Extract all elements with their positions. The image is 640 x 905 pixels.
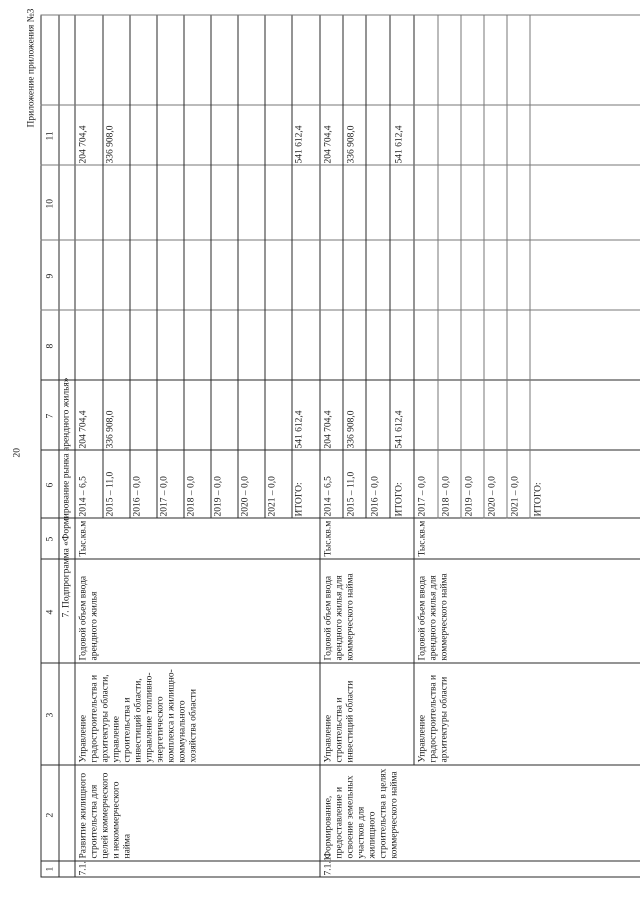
row-7-1-1-bottom-border — [413, 15, 414, 765]
col-5-left-border — [40, 558, 640, 559]
row-7-1-year-label: ИТОГО: — [294, 481, 304, 516]
row-7-1-1-year-divider — [365, 15, 366, 518]
row-7-1-1b-year-divider — [506, 15, 507, 518]
row-7-1-1-value-col-7: 541 612,4 — [394, 410, 404, 448]
row-7-1-value-col-7: 204 704,4 — [78, 410, 88, 448]
row-7-1-1-value-col-11: 336 908,0 — [346, 125, 356, 163]
row-7-1-1-value-col-11: 204 704,4 — [323, 125, 333, 163]
row-7-1-1b-year-label: 2020 – 0,0 — [487, 475, 497, 516]
row-7-1-1-year-label: 2016 – 0,0 — [370, 475, 380, 516]
row-7-1-value-col-11: 541 612,4 — [294, 125, 304, 163]
row-7-1-year-label: 2019 – 0,0 — [213, 475, 223, 516]
column-number-8: 8 — [45, 343, 55, 348]
row-7-1-1-year-divider — [389, 15, 390, 518]
column-number-3: 3 — [45, 712, 55, 717]
row-7-1-1b-year-label: ИТОГО: — [533, 481, 543, 516]
col-2-left-border — [40, 860, 640, 861]
row-7-1-value-col-7: 336 908,0 — [105, 410, 115, 448]
row-7-1-1b-year-label: 2021 – 0,0 — [510, 475, 520, 516]
row-7-1-indicator: Годовой объем ввода арендного жилья — [78, 575, 99, 660]
row-7-1-year-divider — [291, 15, 292, 518]
row-7-1-value-col-11: 336 908,0 — [105, 125, 115, 163]
row-7-1-1b-year-label: 2018 – 0,0 — [441, 475, 451, 516]
row-7-1-1-unit-2: Тыс.кв.м — [417, 520, 427, 556]
appendix-title: Приложение приложения №3 — [26, 8, 36, 127]
row-7-1-1b-year-divider — [460, 15, 461, 518]
column-number-11: 11 — [45, 130, 55, 140]
row-7-1-year-label: 2018 – 0,0 — [186, 475, 196, 516]
row-7-1-year-divider — [210, 15, 211, 518]
row-7-1-1b-year-divider — [483, 15, 484, 518]
row-7-1-year-divider — [129, 15, 130, 518]
row-7-1-1-unit: Тыс.кв.м — [323, 520, 333, 556]
row-7-1-value-col-7: 541 612,4 — [294, 410, 304, 448]
table-top-border — [40, 15, 41, 877]
row-7-1-1b-year-divider — [437, 15, 438, 518]
row-7-1-1-value-col-7: 204 704,4 — [323, 410, 333, 448]
row-7-1-1-year-label: 2015 – 11,0 — [346, 471, 356, 516]
column-number-7: 7 — [45, 413, 55, 418]
column-number-9: 9 — [45, 273, 55, 278]
row-7-1-1-year-label: 2014 – 6,5 — [323, 475, 333, 516]
row-7-1-year-divider — [183, 15, 184, 518]
row-7-1-1-executor: Управление строительства и инвестиций области — [323, 680, 355, 762]
row-7-1-year-divider — [264, 15, 265, 518]
row-7-1-value-col-11: 204 704,4 — [78, 125, 88, 163]
row-7-1-1-number: 7.1.1. — [323, 853, 333, 875]
row-7-1-1b-year-label: 2017 – 0,0 — [417, 475, 427, 516]
row-7-1-year-divider — [102, 15, 103, 518]
column-number-4: 4 — [45, 609, 55, 614]
column-number-2: 2 — [45, 812, 55, 817]
col-4-left-border — [40, 662, 640, 663]
row-7-1-1-year-divider — [342, 15, 343, 518]
row-7-1-year-label: 2021 – 0,0 — [267, 475, 277, 516]
col-3-left-border — [40, 764, 640, 765]
row-7-1-1b-year-label: 2019 – 0,0 — [464, 475, 474, 516]
row-7-1-1b-year-divider — [529, 15, 530, 518]
row-7-1-1-executor-2: Управление градостроительства и архитектуры области — [417, 674, 449, 762]
row-7-1-unit: Тыс.кв.м — [78, 520, 88, 556]
row-7-1-1-indicator-2: Годовой объем ввода арендного жилья для коммерческого найма — [417, 572, 449, 660]
subprogram-bottom-border — [74, 15, 75, 877]
row-7-1-number: 7.1. — [78, 860, 88, 875]
row-7-1-year-label: 2016 – 0,0 — [132, 475, 142, 516]
col-1-left-border — [40, 876, 640, 877]
row-7-1-1-indicator: Годовой объем ввода арендного жилья для коммерческого найма — [323, 572, 355, 660]
row-7-1-bottom-border — [319, 15, 320, 877]
row-7-1-year-label: 2017 – 0,0 — [159, 475, 169, 516]
row-7-1-1-name: Формирование, предоставление и освоение земельных участков для жилищного строительства в целях коммерческого найма — [323, 768, 399, 858]
row-7-1-year-label: 2015 – 11,0 — [105, 471, 115, 516]
row-7-1-year-divider — [156, 15, 157, 518]
row-7-1-year-label: 2014 – 6,5 — [78, 475, 88, 516]
row-7-1-1-value-col-7: 336 908,0 — [346, 410, 356, 448]
row-7-1-1-value-col-11: 541 612,4 — [394, 125, 404, 163]
row-7-1-1-year-label: ИТОГО: — [394, 481, 404, 516]
column-numbers-bottom-border — [58, 15, 59, 877]
row-7-1-year-label: 2020 – 0,0 — [240, 475, 250, 516]
page-number: 20 — [12, 447, 22, 457]
column-number-5: 5 — [45, 536, 55, 541]
row-7-1-executor: Управление градостроительства и архитектуры области, управление строительства и инвестиций области, управление топливно-энергетического комплекса и жилищно-коммунального хозяйства области — [78, 668, 198, 762]
column-number-6: 6 — [45, 482, 55, 487]
column-number-10: 10 — [45, 198, 55, 208]
subprogram-title: 7. Подпрограмма «Формирование рынка арендного жилья» — [61, 376, 71, 617]
row-7-1-name: Развитие жилищного строительства для целей коммерческого и некоммерческого найма — [78, 772, 132, 858]
row-7-1-year-divider — [237, 15, 238, 518]
column-number-1: 1 — [45, 866, 55, 871]
